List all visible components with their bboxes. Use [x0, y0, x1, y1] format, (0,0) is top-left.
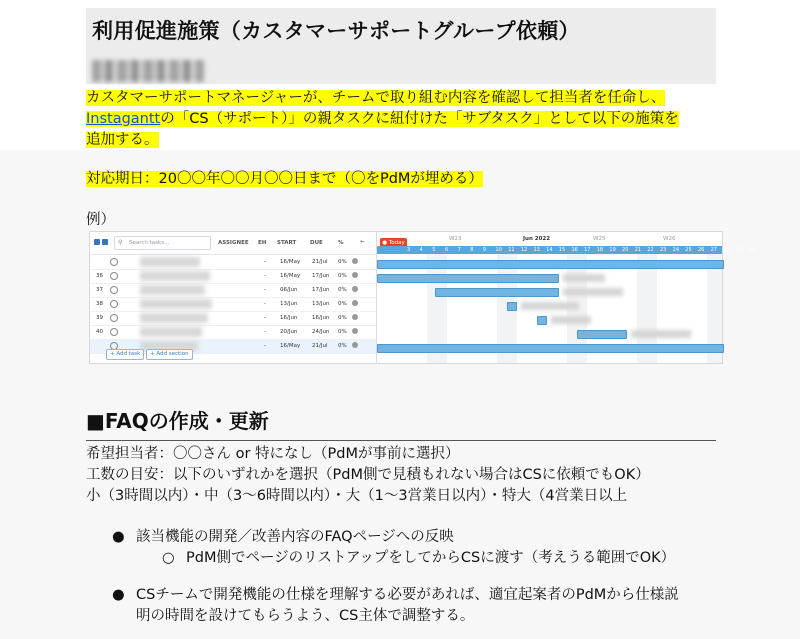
search-icon: ⚲ [118, 238, 123, 246]
check-icon[interactable] [110, 314, 118, 322]
redacted-bar-label [563, 288, 623, 296]
assignee-icon[interactable] [352, 314, 358, 320]
day-label: 12 [520, 246, 528, 253]
day-label: 8 [470, 246, 474, 253]
today-icon: ● [382, 240, 388, 246]
col-assignee[interactable]: ASSIGNEE [218, 240, 249, 246]
day-label: 23 [660, 246, 667, 253]
check-icon[interactable] [110, 286, 118, 294]
collapse-icon[interactable] [94, 239, 100, 245]
day-label: 3 [407, 246, 411, 253]
day-label: 7 [457, 246, 461, 253]
table-row[interactable]: 37 - 06/Jun 17/Jun 0% [90, 283, 376, 298]
day-label: 6 [444, 246, 449, 253]
bullet-icon: ● [112, 529, 125, 545]
intro-line1: カスタマーサポートマネージャーが、チームで取り組む内容を確認して担当者を任命し、 [86, 90, 666, 106]
day-label: 15 [558, 246, 566, 253]
faq-assignee: 希望担当者：〇〇さん or 特になし（PdMが事前に選択） [86, 446, 460, 462]
redacted-bar-label [631, 330, 691, 338]
gantt-timeline [377, 232, 755, 363]
instagantt-link[interactable]: Instagantt [86, 111, 161, 127]
check-icon[interactable] [110, 300, 118, 308]
today-button[interactable]: ● Today [380, 238, 407, 248]
task-bar[interactable] [435, 288, 559, 297]
day-strip [377, 246, 755, 254]
col-start[interactable]: START [277, 240, 297, 246]
task-bar[interactable] [377, 274, 559, 283]
day-label: 21 [634, 246, 642, 253]
day-label: 11 [508, 246, 515, 253]
redacted-bar-label [551, 316, 591, 324]
intro-line2: の「CS（サポート）」の親タスクに紐付けた「サブタスク」として以下の施策を [160, 111, 679, 127]
task-bar[interactable] [377, 344, 724, 353]
faq-sizes: 小（3時間以内）・中（3〜6時間以内）・大（1〜3営業日以内）・特大（4営業日以上 [86, 488, 628, 504]
check-icon[interactable] [110, 258, 118, 266]
assignee-icon[interactable] [352, 272, 358, 278]
arrow-left-icon[interactable]: ← [360, 239, 365, 245]
col-percent[interactable]: % [338, 240, 344, 246]
table-row[interactable]: 38 - 13/Jun 13/Jun 0% [90, 297, 376, 312]
day-label: 16 [571, 246, 578, 253]
week-label: W25 [593, 236, 606, 242]
day-label: 17 [584, 246, 591, 253]
day-label: 18 [596, 246, 604, 253]
redacted-task-name [140, 313, 208, 323]
assignee-icon[interactable] [352, 300, 358, 306]
deadline-text: 対応期日：20〇〇年〇〇月〇〇日まで（〇をPdMが埋める） [86, 171, 483, 187]
redacted-task-name [140, 271, 210, 281]
task-bar[interactable] [577, 330, 627, 339]
week-label: W23 [449, 236, 462, 242]
col-due[interactable]: DUE [310, 240, 323, 246]
task-bar[interactable] [507, 302, 517, 311]
search-box[interactable] [114, 236, 211, 250]
day-label: 19 [609, 246, 616, 253]
day-label: 27 [710, 246, 717, 253]
task-bar[interactable] [537, 316, 547, 325]
faq-heading: ■FAQの作成・更新 [86, 405, 716, 441]
redacted-bar-label [521, 302, 579, 310]
add-section-button[interactable]: + Add section [146, 349, 193, 360]
redacted-task-name [140, 285, 205, 295]
intro-line3: 追加する。 [86, 132, 159, 148]
col-eh[interactable]: EH [258, 240, 267, 246]
assignee-icon[interactable] [352, 342, 358, 348]
gantt-screenshot [89, 231, 755, 364]
assignee-icon[interactable] [352, 328, 358, 334]
add-task-button[interactable]: + Add task [106, 349, 144, 360]
intro-paragraph [86, 88, 716, 151]
day-label: 14 [546, 246, 553, 253]
day-label: 9 [482, 246, 487, 253]
table-row[interactable]: - 16/May 21/Jul 0% [90, 339, 376, 354]
day-label: 10 [495, 246, 502, 253]
table-row[interactable]: 39 - 16/Jun 16/Jun 0% [90, 311, 376, 326]
title-block [86, 8, 716, 84]
day-label: 30 [748, 246, 755, 253]
check-icon[interactable] [110, 272, 118, 280]
redacted-task-name [140, 327, 202, 337]
table-row[interactable]: 40 - 20/Jun 24/Jun 0% [90, 325, 376, 340]
faq-effort: 工数の目安：以下のいずれかを選択（PdM側で見積もれない場合はCSに依頼でもOK） [86, 467, 650, 483]
check-icon[interactable] [110, 328, 118, 336]
assignee-icon[interactable] [352, 286, 358, 292]
table-row[interactable]: 36 - 16/May 17/Jun 0% [90, 269, 376, 284]
redacted-task-name [140, 257, 200, 267]
circle-bullet-icon: ○ [162, 550, 175, 566]
redacted-subtitle [92, 60, 204, 82]
list-item: ● CSチームで開発機能の仕様を理解する必要があれば、適宜起案者のPdMから仕様説 明の時間を設けてもらうよう、CS主体で調整する。 [112, 587, 679, 624]
list-item: ○ PdM側でページのリストアップをしてからCSに渡す（考えうる範囲でOK） [186, 548, 675, 569]
day-label: 13 [533, 246, 540, 253]
assignee-icon[interactable] [352, 258, 358, 264]
page-title: 利用促進施策（カスタマーサポートグループ依頼） [92, 19, 580, 43]
day-label: 24 [672, 246, 680, 253]
redacted-bar-label [563, 274, 605, 282]
day-label: 25 [685, 246, 692, 253]
day-label: 20 [622, 246, 629, 253]
bullet-icon: ● [112, 587, 125, 603]
timeline-header [377, 232, 755, 255]
day-label: 22 [647, 246, 654, 253]
week-label: W26 [663, 236, 676, 242]
gantt-list-header [90, 232, 376, 255]
day-label: 26 [697, 246, 705, 253]
day-label: 4 [419, 246, 423, 253]
day-label: 29 [735, 246, 743, 253]
table-row[interactable]: - 16/May 21/Jul 0% [90, 255, 376, 270]
day-label: 5 [432, 246, 436, 253]
gantt-task-list [90, 232, 377, 363]
month-label: Jun 2022 [523, 236, 551, 242]
expand-icon[interactable] [102, 239, 108, 245]
list-item: ● 該当機能の開発／改善内容のFAQページへの反映 [136, 527, 454, 548]
task-bar[interactable] [377, 260, 724, 269]
redacted-task-name [140, 299, 212, 309]
search-placeholder: Search tasks... [129, 240, 170, 246]
example-label: 例） [86, 212, 115, 228]
day-label: 28 [723, 246, 730, 253]
